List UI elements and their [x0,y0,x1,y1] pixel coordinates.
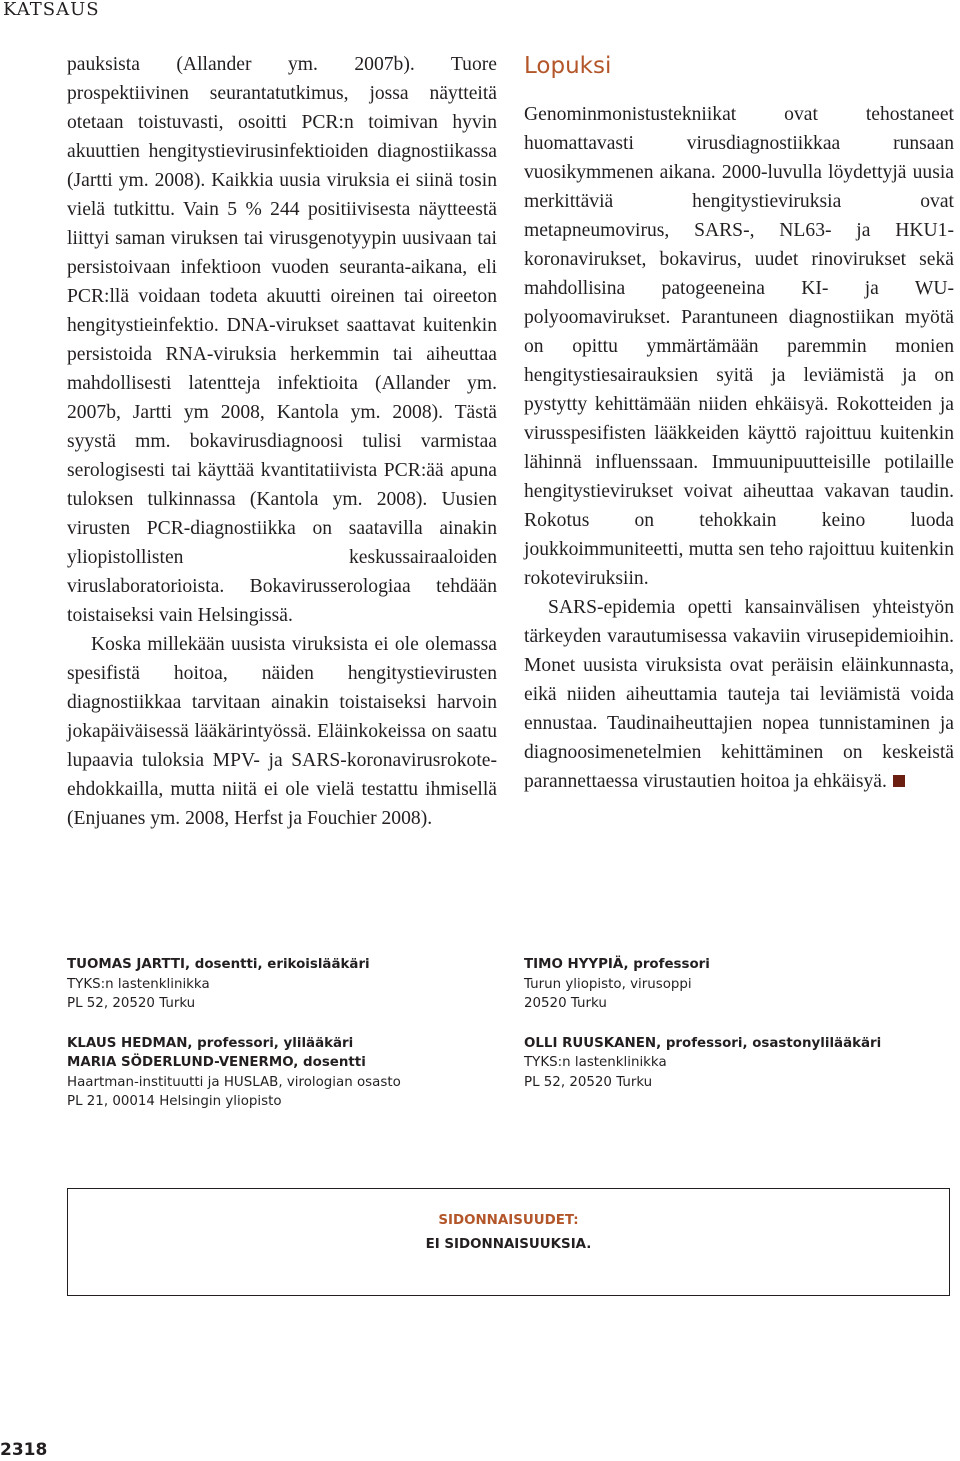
left-column [67,50,497,833]
body-paragraph: pauksista (Allander ym. 2007b). Tuore prospektiivinen seurantatutkimus, jossa näytteitä otetaan toistuvasti, osoitti PCR:n toimivan hyvin akuuttien hengitystievirusinfektioiden diagnostiikassa (Jartti ym. 2008). Kaikkia uusia viruksia ei siinä tosin vielä tutkittu. Vain 5 % 244 positiivisesta näytteestä liittyi saman viruksen tai virusgenotyypin uusivaan tai persistoivaan infektioon vuoden seuranta-aikana, eli PCR:llä voidaan todeta akuutti oireinen tai oireeton hengitystieinfektio. DNA-virukset saattavat kuitenkin persistoida RNA-viruksia herkemmin tai aiheuttaa mahdollisesti latentteja infektioita (Allander ym. 2007b, Jartti ym 2008, Kantola ym. 2008). Tästä syystä mm. bokavirusdiagnoosi tulisi varmistaa serologisesti tai käyttää kvantitatiivista PCR:ää apuna tuloksen tulkinnassa (Kantola ym. 2008). Uusien virusten PCR-diagnostiikka on saatavilla ainakin yliopistollisten keskussairaaloiden viruslaboratorioista. Bokavirusserologiaa tehdään toistaiseksi vain Helsingissä. [67,54,497,626]
body-paragraph: Genominmonistustekniikat ovat tehostaneet huomattavasti virusdiagnostiikkaa runsaan vuosikymmenen aikana. 2000-luvulla löydettyjä uusia merkittäviä hengitystieviruksia ovat metapneumovirus, SARS-, NL63- ja HKU1-koronavirukset, bokavirus, uudet rinovirukset sekä mahdollisina patogeeneina KI- ja WU-polyoomavirukset. Parantuneen diagnostiikan myötä on opittu ymmärtämään paremmin monien hengitystiesairauksien syitä ja leviämistä ja on pystytty kehittämään niiden ehkäisyä. Rokotteiden ja virusspesifisten lääkkeiden käyttö rajoittuu kuitenkin lähinnä influenssaan. Immuunipuutteisille potilaille hengitystievirukset voivat aiheuttaa vakavan taudin. Rokotus on tehokkain keino luoda joukkoimmuniteetti, mutta sen teho rajoittuu kuitenkin rokoteviruksiin. [524,104,954,589]
body-paragraph: Koska millekään uusista viruksista ei ole olemassa spesifistä hoitoa, näiden hengitystievirusten diagnostiikkaa tarvitaan ainakin toistaiseksi harvoin jokapäiväisessä lääkärintyössä. Eläinkokeissa on saatu lupaavia tuloksia MPV- ja SARS-koronavirusrokote-ehdokkailla, mutta niitä ei ole vielä testattu ihmisellä (Enjuanes ym. 2008, Herfst ja Fouchier 2008). [67,634,497,829]
author-name: TIMO HYYPIÄ, professori [524,957,710,972]
end-of-article-mark [893,775,905,787]
author-block [67,1034,497,1112]
author-list-right [524,955,954,1112]
author-address: PL 21, 00014 Helsingin yliopisto [67,1094,282,1109]
author-name: MARIA SÖDERLUND-VENERMO, dosentti [67,1055,366,1070]
right-column [524,50,954,796]
author-address: PL 52, 20520 Turku [524,1074,653,1090]
author-address: PL 52, 20520 Turku [67,996,196,1011]
section-label: KATSAUS [3,0,100,20]
author-block [524,955,954,1014]
author-name: OLLI RUUSKANEN, professori, osastonylilääkäri [524,1035,882,1051]
author-affiliation: Turun yliopisto, virusoppi [524,976,692,992]
author-list-left [67,955,497,1132]
page-number: 2318 [0,1440,48,1460]
author-block [67,955,497,1014]
author-address: 20520 Turku [524,996,607,1011]
author-affiliation: TYKS:n lastenklinikka [67,976,210,992]
section-heading: Lopuksi [524,53,612,79]
disclosure-text: EI SIDONNAISUUKSIA. [425,1237,592,1252]
author-block [524,1034,954,1093]
author-name: TUOMAS JARTTI, dosentti, erikoislääkäri [67,957,370,972]
author-affiliation: TYKS:n lastenklinikka [524,1055,667,1070]
author-name: KLAUS HEDMAN, professori, ylilääkäri [67,1035,354,1051]
disclosure-heading: SIDONNAISUUDET: [438,1213,579,1228]
body-paragraph-text: SARS-epidemia opetti kansainvälisen yhteistyön tärkeyden varautumisessa vakaviin virusepidemioihin. Monet uusista viruksista ovat peräisin eläinkunnasta, eikä niiden aiheuttamia tauteja tai leviämistä voida ennustaa. Taudinaiheuttajien nopea tunnistaminen ja diagnoosimenetelmien kehittäminen on keskeistä parannettaessa virustautien hoitoa ja ehkäisyä. [524,597,954,792]
author-affiliation: Haartman-instituutti ja HUSLAB, virologian osasto [67,1074,401,1090]
disclosure-box [67,1188,950,1296]
body-paragraph-final [524,593,954,796]
